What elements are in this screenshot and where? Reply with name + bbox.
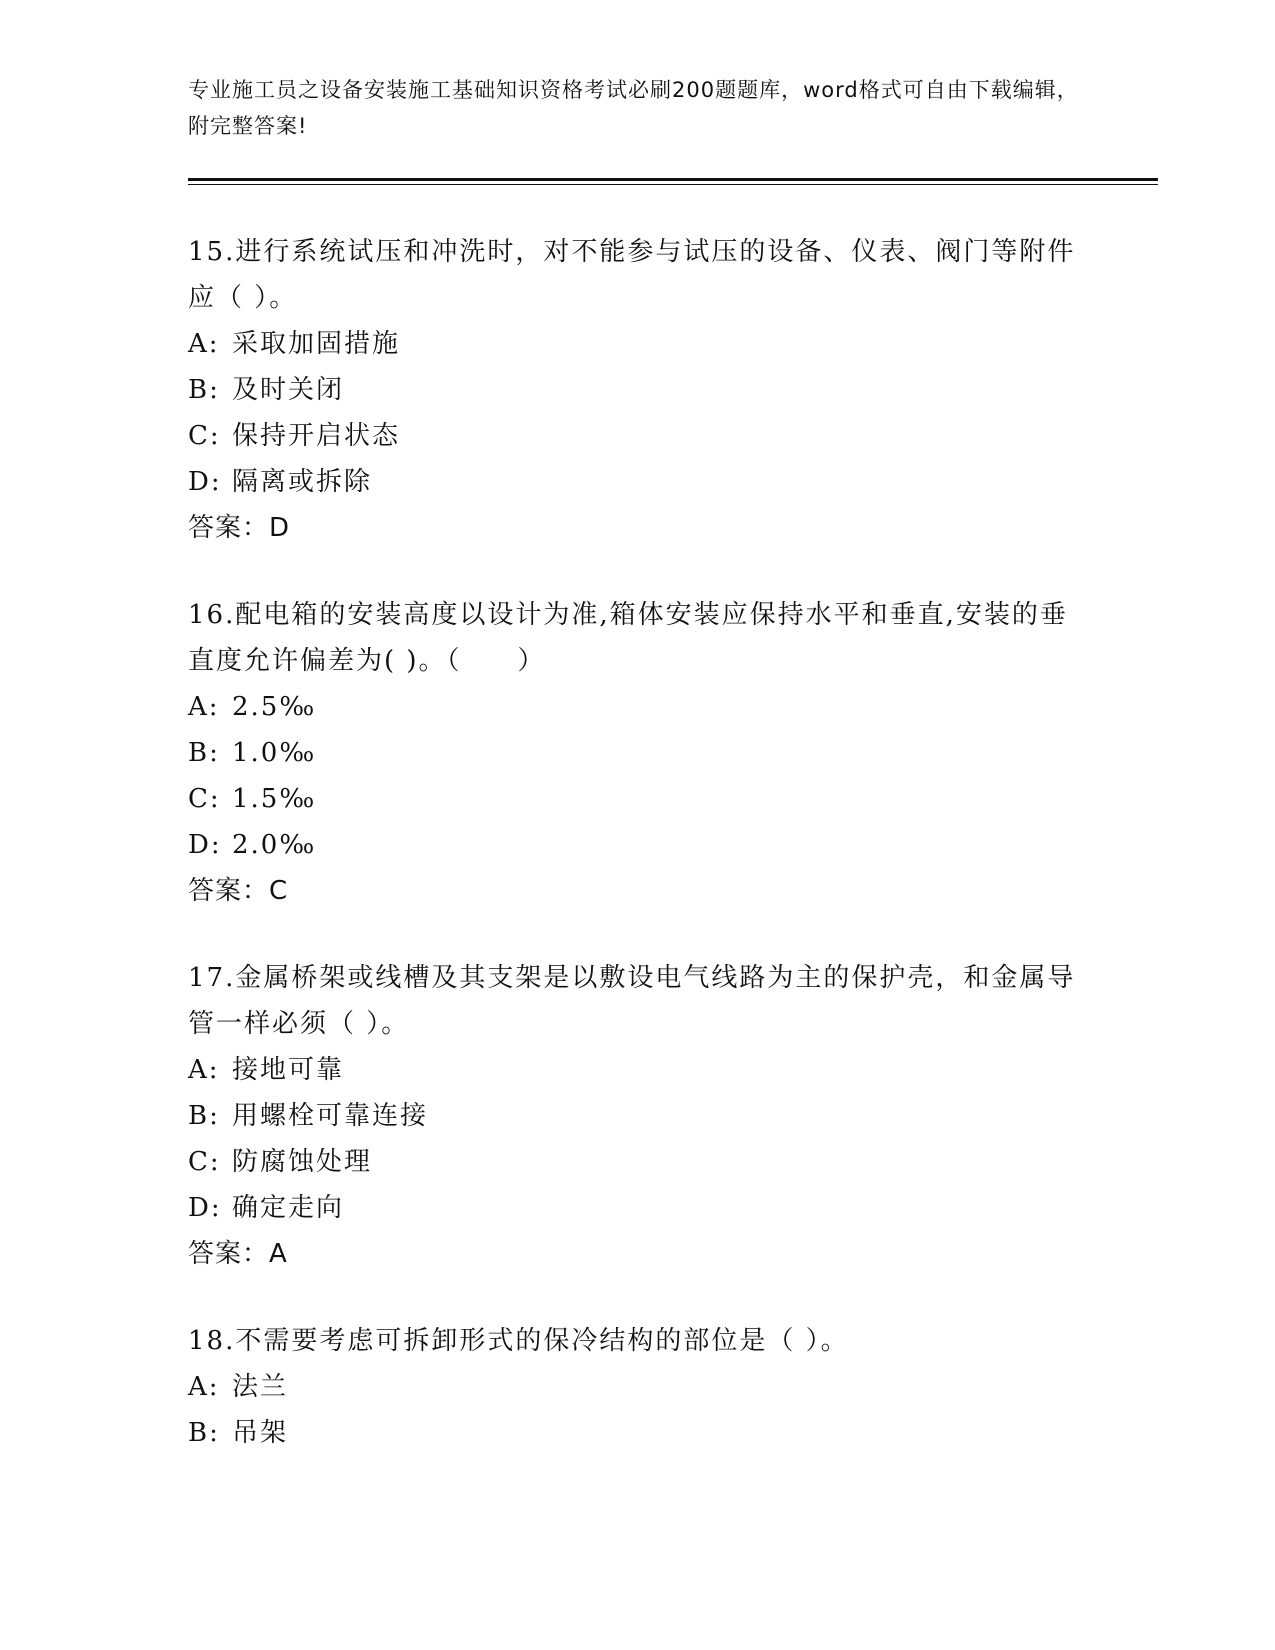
option-key: B: <box>188 1101 220 1131</box>
option-text: 2.5‰ <box>232 692 317 722</box>
option-b <box>188 1093 1088 1139</box>
header-divider-thin <box>188 184 1158 185</box>
option-text: 2.0‰ <box>232 830 317 860</box>
option-key: A: <box>188 1372 220 1402</box>
option-text: 保持开启状态 <box>232 421 401 451</box>
document-title: 专业施工员之设备安装施工基础知识资格考试必刷200题题库，word格式可自由下载编辑，附完整答案! <box>188 78 1079 138</box>
option-key: C: <box>188 1147 221 1177</box>
question-16 <box>188 592 1088 914</box>
option-text: 吊架 <box>232 1418 289 1448</box>
question-stem: 18.不需要考虑可拆卸形式的保冷结构的部位是（ ）。 <box>188 1326 849 1356</box>
option-text: 采取加固措施 <box>232 329 401 359</box>
option-key: D: <box>188 467 222 497</box>
option-text: 防腐蚀处理 <box>232 1147 373 1177</box>
option-b <box>188 730 1088 776</box>
option-d <box>188 1185 1088 1231</box>
option-d <box>188 822 1088 868</box>
option-text: 法兰 <box>232 1372 289 1402</box>
option-d <box>188 459 1088 505</box>
option-key: C: <box>188 421 221 451</box>
question-stem: 15.进行系统试压和冲洗时，对不能参与试压的设备、仪表、阀门等附件应（ ）。 <box>188 237 1076 313</box>
option-text: 确定走向 <box>232 1193 345 1223</box>
option-a <box>188 1364 1088 1410</box>
option-c <box>188 413 1088 459</box>
header-divider-thick <box>188 178 1158 181</box>
answer: 答案：C <box>188 876 289 906</box>
option-text: 及时关闭 <box>232 375 345 405</box>
option-key: A: <box>188 1055 220 1085</box>
option-key: B: <box>188 738 220 768</box>
answer: 答案：A <box>188 1239 288 1269</box>
option-a <box>188 684 1088 730</box>
option-text: 接地可靠 <box>232 1055 345 1085</box>
option-text: 用螺栓可靠连接 <box>232 1101 429 1131</box>
option-c <box>188 776 1088 822</box>
question-stem: 17.金属桥架或线槽及其支架是以敷设电气线路为主的保护壳，和金属导管一样必须（ ）。 <box>188 963 1076 1039</box>
option-key: A: <box>188 329 220 359</box>
option-key: C: <box>188 784 221 814</box>
option-key: B: <box>188 375 220 405</box>
option-key: D: <box>188 830 222 860</box>
option-key: B: <box>188 1418 220 1448</box>
option-text: 1.0‰ <box>232 738 317 768</box>
option-key: D: <box>188 1193 222 1223</box>
option-b <box>188 1410 1088 1456</box>
answer: 答案：D <box>188 513 291 543</box>
option-b <box>188 367 1088 413</box>
option-text: 隔离或拆除 <box>232 467 373 497</box>
option-a <box>188 321 1088 367</box>
option-c <box>188 1139 1088 1185</box>
option-text: 1.5‰ <box>232 784 317 814</box>
option-key: A: <box>188 692 220 722</box>
question-stem: 16.配电箱的安装高度以设计为准,箱体安装应保持水平和垂直,安装的垂直度允许偏差为( )。（ ） <box>188 600 1068 676</box>
question-15 <box>188 229 1088 551</box>
question-18 <box>188 1318 1088 1456</box>
question-17 <box>188 955 1088 1277</box>
option-a <box>188 1047 1088 1093</box>
